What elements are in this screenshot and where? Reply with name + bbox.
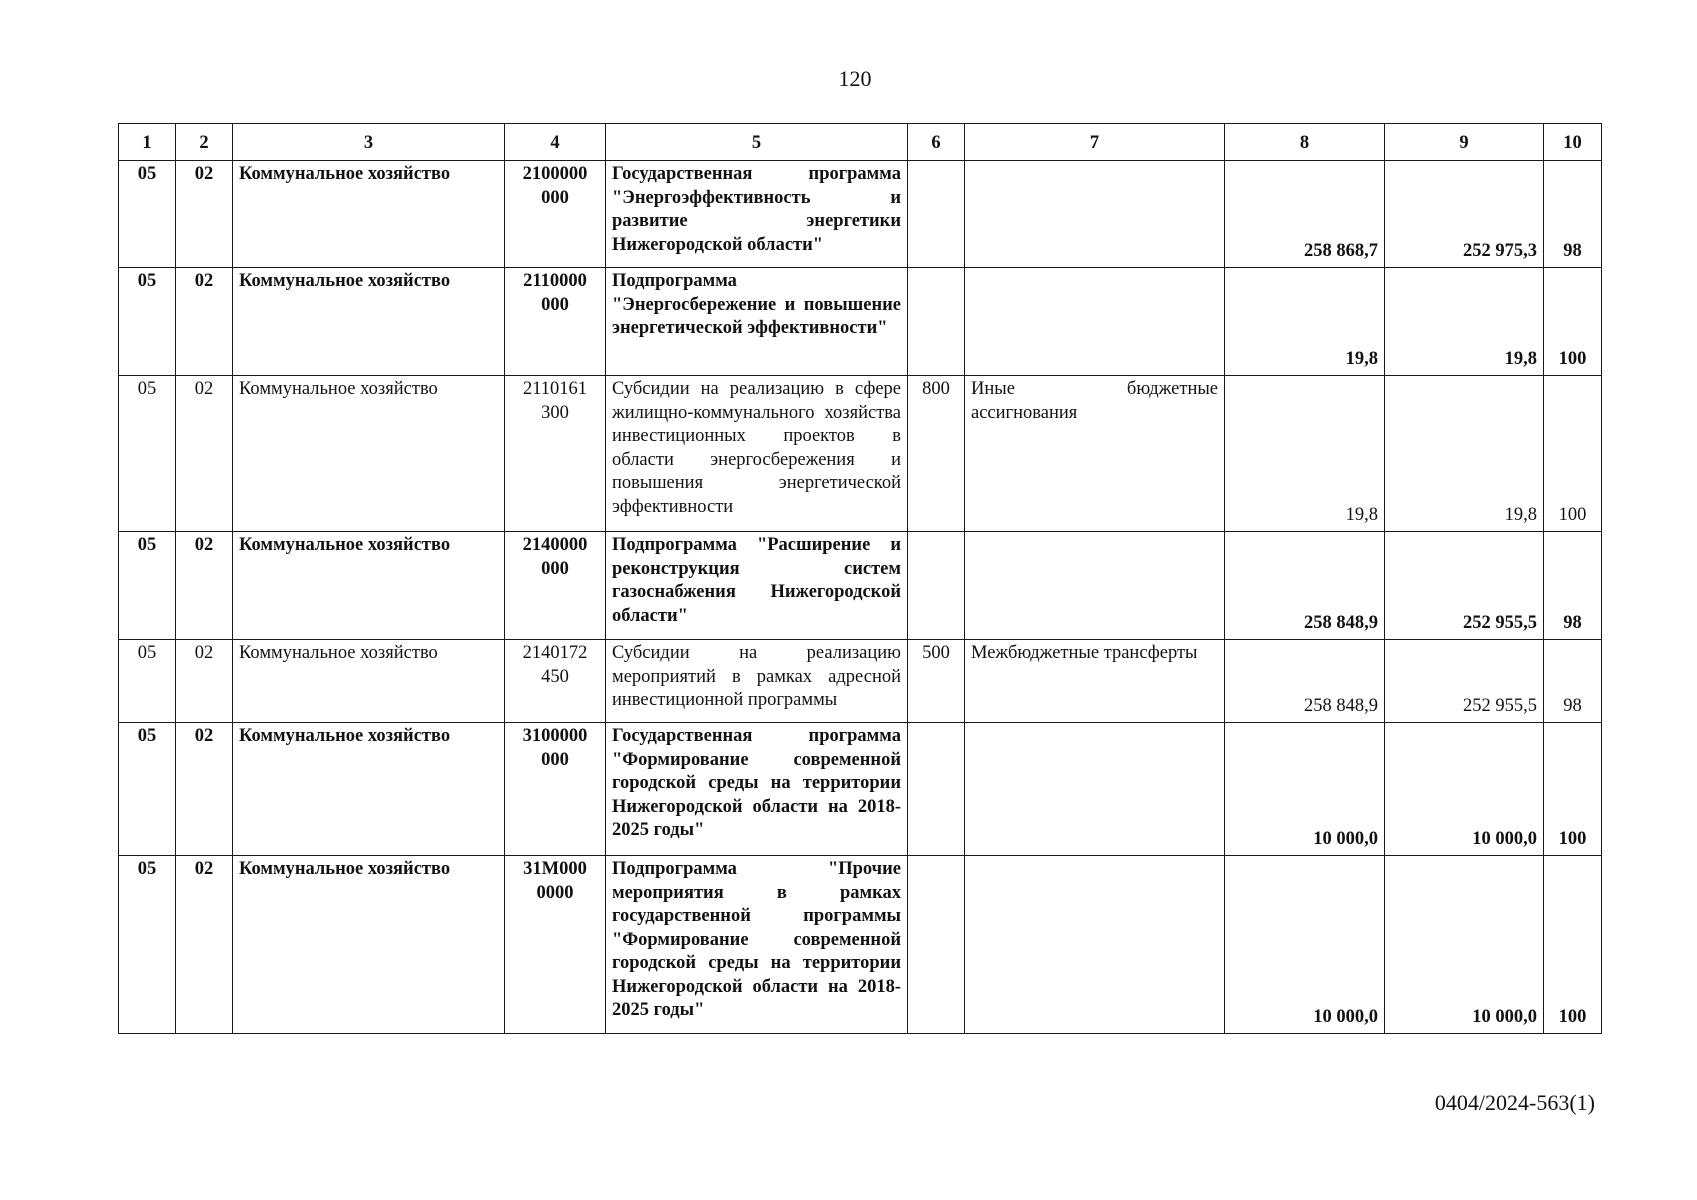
section-code: 05 — [119, 856, 176, 1034]
section-code: 05 — [119, 161, 176, 268]
execution-percent: 100 — [1544, 723, 1602, 856]
expense-type-code: 500 — [908, 640, 965, 723]
expense-type-code — [908, 268, 965, 376]
expense-type-code — [908, 161, 965, 268]
section-code: 05 — [119, 723, 176, 856]
actual-amount: 252 955,5 — [1385, 640, 1544, 723]
execution-percent: 100 — [1544, 376, 1602, 532]
header-col-8: 8 — [1225, 124, 1385, 161]
item-description: Подпрограмма "Расширение и реконструкция систем газоснабжения Нижегородской области" — [606, 532, 908, 640]
actual-amount: 10 000,0 — [1385, 723, 1544, 856]
header-col-2: 2 — [176, 124, 233, 161]
table-row — [119, 723, 1602, 856]
expense-type-code — [908, 856, 965, 1034]
table-row — [119, 376, 1602, 532]
execution-percent: 98 — [1544, 161, 1602, 268]
header-row — [119, 124, 1602, 161]
actual-amount: 19,8 — [1385, 268, 1544, 376]
planned-amount: 19,8 — [1225, 268, 1385, 376]
execution-percent: 98 — [1544, 532, 1602, 640]
page-number: 120 — [838, 66, 872, 91]
actual-amount: 252 975,3 — [1385, 161, 1544, 268]
planned-amount: 258 848,9 — [1225, 532, 1385, 640]
actual-amount: 252 955,5 — [1385, 532, 1544, 640]
item-description: Субсидии на реализацию в сфере жилищно-коммунального хозяйства инвестиционных проектов в области энергосбережения и повышения энергетической эффективности — [606, 376, 908, 532]
section-code: 05 — [119, 376, 176, 532]
planned-amount: 10 000,0 — [1225, 856, 1385, 1034]
execution-percent: 100 — [1544, 268, 1602, 376]
target-code: 2110000 000 — [505, 268, 606, 376]
subsection-code: 02 — [176, 856, 233, 1034]
planned-amount: 258 848,9 — [1225, 640, 1385, 723]
subsection-code: 02 — [176, 640, 233, 723]
expense-type-name — [965, 532, 1225, 640]
subsection-name: Коммунальное хозяйство — [233, 856, 505, 1034]
target-code: 3100000 000 — [505, 723, 606, 856]
table-row — [119, 268, 1602, 376]
header-col-4: 4 — [505, 124, 606, 161]
expense-type-code — [908, 532, 965, 640]
expense-type-name: Межбюджетные трансферты — [965, 640, 1225, 723]
table-row — [119, 532, 1602, 640]
expense-type-name — [965, 723, 1225, 856]
expense-type-name — [965, 161, 1225, 268]
expense-type-code — [908, 723, 965, 856]
planned-amount: 258 868,7 — [1225, 161, 1385, 268]
subsection-name: Коммунальное хозяйство — [233, 161, 505, 268]
item-description: Подпрограмма "Прочие мероприятия в рамках государственной программы "Формирование современной городской среды на территории Нижегородской области на 2018-2025 годы" — [606, 856, 908, 1034]
header-col-5: 5 — [606, 124, 908, 161]
section-code: 05 — [119, 532, 176, 640]
item-description: Подпрограмма "Энергосбережение и повышение энергетической эффективности" — [606, 268, 908, 376]
target-code: 2140000 000 — [505, 532, 606, 640]
header-col-3: 3 — [233, 124, 505, 161]
subsection-code: 02 — [176, 532, 233, 640]
expense-type-name — [965, 856, 1225, 1034]
document-code: 0404/2024-563(1) — [1434, 1090, 1595, 1115]
subsection-name: Коммунальное хозяйство — [233, 723, 505, 856]
header-col-6: 6 — [908, 124, 965, 161]
header-col-1: 1 — [119, 124, 176, 161]
expense-type-name: Иные бюджетные ассигнования — [965, 376, 1225, 532]
subsection-code: 02 — [176, 161, 233, 268]
subsection-code: 02 — [176, 376, 233, 532]
expense-type-name — [965, 268, 1225, 376]
actual-amount: 19,8 — [1385, 376, 1544, 532]
item-description: Государственная программа "Формирование современной городской среды на территории Нижегородской области на 2018-2025 годы" — [606, 723, 908, 856]
header-col-9: 9 — [1385, 124, 1544, 161]
table-row — [119, 161, 1602, 268]
execution-percent: 100 — [1544, 856, 1602, 1034]
execution-percent: 98 — [1544, 640, 1602, 723]
subsection-name: Коммунальное хозяйство — [233, 376, 505, 532]
header-col-10: 10 — [1544, 124, 1602, 161]
table-row — [119, 856, 1602, 1034]
subsection-code: 02 — [176, 268, 233, 376]
subsection-name: Коммунальное хозяйство — [233, 640, 505, 723]
subsection-code: 02 — [176, 723, 233, 856]
planned-amount: 10 000,0 — [1225, 723, 1385, 856]
item-description: Субсидии на реализацию мероприятий в рамках адресной инвестиционной программы — [606, 640, 908, 723]
actual-amount: 10 000,0 — [1385, 856, 1544, 1034]
target-code: 2140172 450 — [505, 640, 606, 723]
subsection-name: Коммунальное хозяйство — [233, 268, 505, 376]
expense-type-code: 800 — [908, 376, 965, 532]
section-code: 05 — [119, 268, 176, 376]
section-code: 05 — [119, 640, 176, 723]
planned-amount: 19,8 — [1225, 376, 1385, 532]
subsection-name: Коммунальное хозяйство — [233, 532, 505, 640]
item-description: Государственная программа "Энергоэффективность и развитие энергетики Нижегородской области" — [606, 161, 908, 268]
header-col-7: 7 — [965, 124, 1225, 161]
target-code: 2110161 300 — [505, 376, 606, 532]
target-code: 2100000 000 — [505, 161, 606, 268]
budget-table — [118, 123, 1602, 1034]
target-code: 31М000 0000 — [505, 856, 606, 1034]
table-row — [119, 640, 1602, 723]
